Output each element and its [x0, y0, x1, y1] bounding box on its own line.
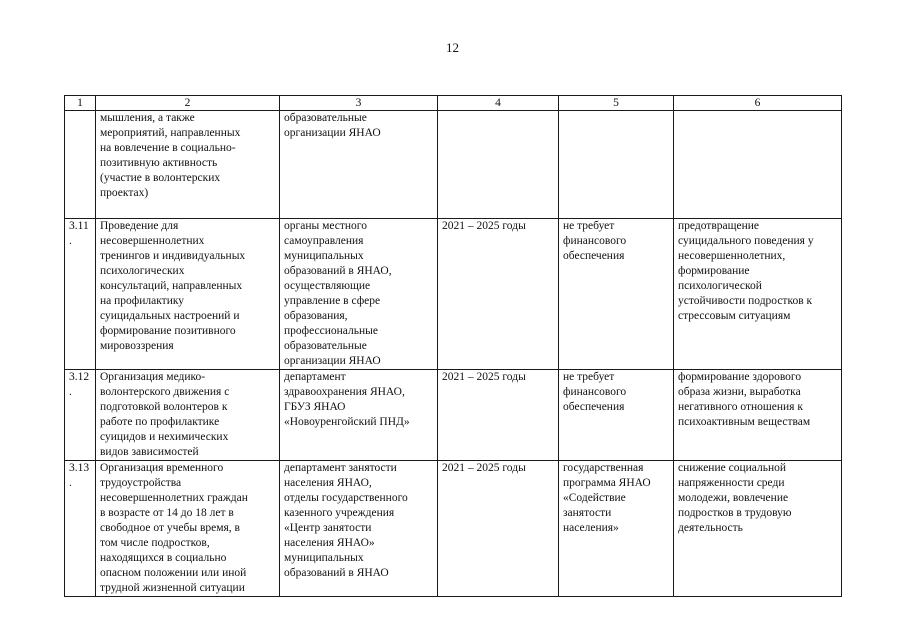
column-header-2: 2 — [96, 96, 280, 111]
responsible-executors: департамент здравоохранения ЯНАО, ГБУЗ ЯНАО «Новоуренгойский ПНД» — [280, 370, 438, 461]
column-header-5: 5 — [559, 96, 674, 111]
financing-source: не требует финансового обеспечения — [559, 370, 674, 461]
financing-source: не требует финансового обеспечения — [559, 219, 674, 370]
page-number: 12 — [446, 40, 459, 55]
implementation-period — [438, 111, 559, 219]
implementation-period: 2021 – 2025 годы — [438, 461, 559, 597]
table-row — [65, 370, 842, 461]
responsible-executors: департамент занятости населения ЯНАО, отделы государственного казенного учреждения «Центр занятости населения ЯНАО» муниципальных образований в ЯНАО — [280, 461, 438, 597]
measures-table — [64, 95, 842, 597]
row-number: 3.11. — [65, 219, 96, 370]
expected-result: формирование здорового образа жизни, выработка негативного отношения к психоактивным веществам — [674, 370, 842, 461]
table-row — [65, 111, 842, 219]
implementation-period: 2021 – 2025 годы — [438, 370, 559, 461]
measure-name: Проведение для несовершеннолетних тренингов и индивидуальных психологических консультаций, направленных на профилактику суицидальных настроений и формирование позитивного мировоззрения — [96, 219, 280, 370]
table-row — [65, 461, 842, 597]
responsible-executors: органы местного самоуправления муниципальных образований в ЯНАО, осуществляющие управление в сфере образования, профессиональные образовательные организации ЯНАО — [280, 219, 438, 370]
financing-source — [559, 111, 674, 219]
expected-result — [674, 111, 842, 219]
row-number: 3.13. — [65, 461, 96, 597]
column-header-4: 4 — [438, 96, 559, 111]
expected-result: снижение социальной напряженности среди молодежи, вовлечение подростков в трудовую деятельность — [674, 461, 842, 597]
column-header-6: 6 — [674, 96, 842, 111]
measure-name: Организация медико- волонтерского движения с подготовкой волонтеров к работе по профилактике суицидов и нехимических видов зависимостей — [96, 370, 280, 461]
measure-name: Организация временного трудоустройства несовершеннолетних граждан в возрасте от 14 до 18 лет в свободное от учебы время, в том числе подростков, находящихся в социально опасном положении или иной трудной жизненной ситуации — [96, 461, 280, 597]
row-number — [65, 111, 96, 219]
measure-name: мышления, а также мероприятий, направленных на вовлечение в социально- позитивную активность (участие в волонтерских проектах) — [96, 111, 280, 219]
row-number: 3.12. — [65, 370, 96, 461]
expected-result: предотвращение суицидального поведения у несовершеннолетних, формирование психологической устойчивости подростков к стрессовым ситуациям — [674, 219, 842, 370]
responsible-executors: образовательные организации ЯНАО — [280, 111, 438, 219]
table-header-row — [65, 96, 842, 111]
implementation-period: 2021 – 2025 годы — [438, 219, 559, 370]
column-header-3: 3 — [280, 96, 438, 111]
table-row — [65, 219, 842, 370]
financing-source: государственная программа ЯНАО «Содействие занятости населения» — [559, 461, 674, 597]
column-header-1: 1 — [65, 96, 96, 111]
